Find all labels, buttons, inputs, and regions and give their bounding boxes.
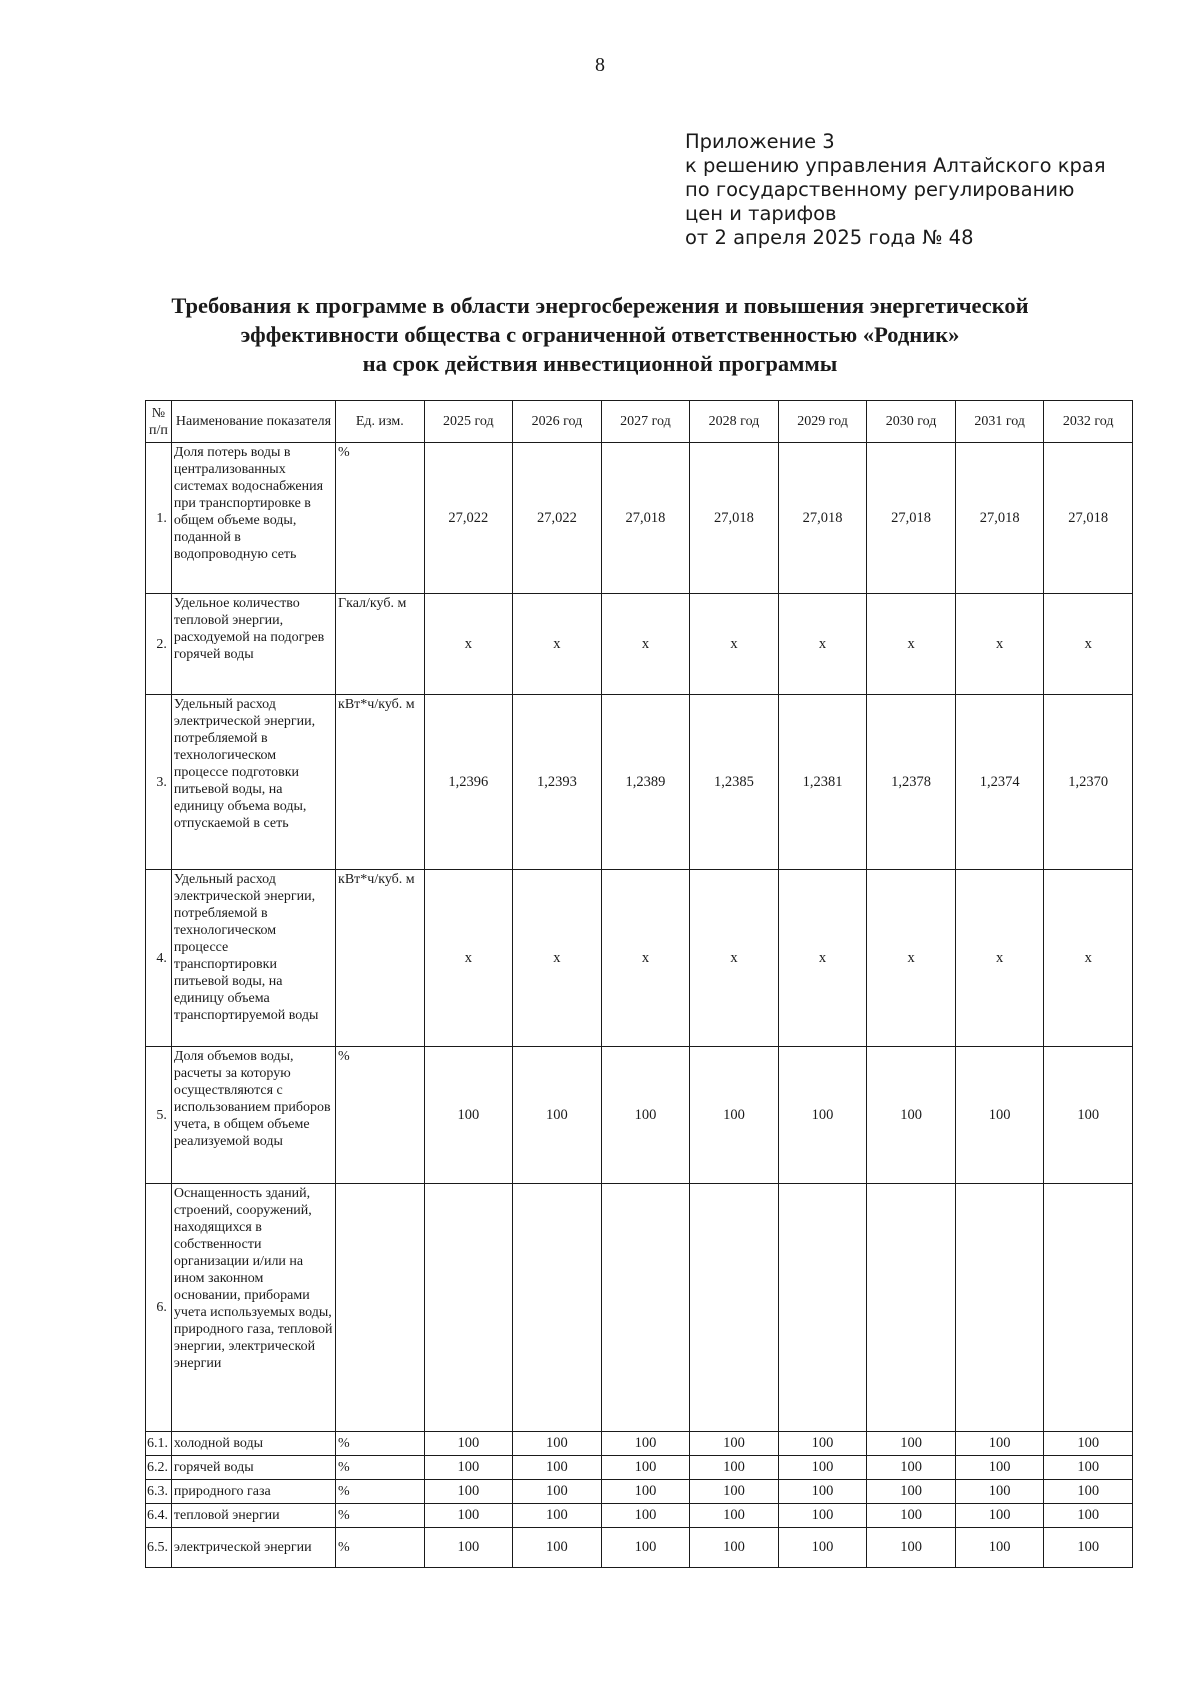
row-value: 100 <box>955 1504 1044 1528</box>
row-value: x <box>1044 594 1133 695</box>
row-value: 100 <box>867 1504 956 1528</box>
table-row <box>146 1528 1133 1568</box>
row-value: x <box>778 594 867 695</box>
row-value: x <box>778 870 867 1047</box>
row-unit: % <box>336 1528 425 1568</box>
row-name: электрической энергии <box>171 1528 335 1568</box>
row-value: 100 <box>955 1480 1044 1504</box>
row-value: 27,018 <box>601 443 690 594</box>
row-num: 6. <box>146 1184 172 1432</box>
row-name: Доля объемов воды, расчеты за которую осуществляются с использованием приборов учета, в общем объеме реализуемой воды <box>171 1047 335 1184</box>
title-line: Требования к программе в области энергосбережения и повышения энергетической <box>171 293 1029 318</box>
row-name: горячей воды <box>171 1456 335 1480</box>
row-num: 6.1. <box>146 1432 172 1456</box>
row-unit: Гкал/куб. м <box>336 594 425 695</box>
row-value: 100 <box>424 1456 513 1480</box>
header-unit: Ед. изм. <box>336 401 425 443</box>
row-value: 100 <box>690 1528 779 1568</box>
row-value: 27,018 <box>778 443 867 594</box>
row-value <box>778 1184 867 1432</box>
row-value: 100 <box>690 1432 779 1456</box>
row-name: Удельное количество тепловой энергии, расходуемой на подогрев горячей воды <box>171 594 335 695</box>
row-value: 100 <box>424 1528 513 1568</box>
header-year: 2026 год <box>513 401 602 443</box>
row-value: x <box>601 594 690 695</box>
row-value: 100 <box>778 1047 867 1184</box>
row-value: 100 <box>955 1047 1044 1184</box>
row-unit: кВт*ч/куб. м <box>336 695 425 870</box>
table-row <box>146 1456 1133 1480</box>
row-value: 27,022 <box>424 443 513 594</box>
row-value: 1,2385 <box>690 695 779 870</box>
row-value: x <box>513 870 602 1047</box>
row-value: 100 <box>1044 1432 1133 1456</box>
row-value: 1,2393 <box>513 695 602 870</box>
row-value <box>424 1184 513 1432</box>
row-value: 100 <box>601 1528 690 1568</box>
row-value: 1,2396 <box>424 695 513 870</box>
header-num: № п/п <box>146 401 172 443</box>
table-row <box>146 1480 1133 1504</box>
row-value: 100 <box>1044 1480 1133 1504</box>
header-year: 2028 год <box>690 401 779 443</box>
row-value: x <box>867 870 956 1047</box>
row-value: 100 <box>867 1047 956 1184</box>
row-value: 1,2374 <box>955 695 1044 870</box>
row-num: 3. <box>146 695 172 870</box>
row-value: x <box>601 870 690 1047</box>
row-name: холодной воды <box>171 1432 335 1456</box>
table-header-row <box>146 401 1133 443</box>
row-value: x <box>1044 870 1133 1047</box>
row-value: 100 <box>424 1480 513 1504</box>
row-value: 100 <box>424 1432 513 1456</box>
header-year: 2029 год <box>778 401 867 443</box>
row-value <box>955 1184 1044 1432</box>
row-unit: % <box>336 443 425 594</box>
header-year: 2032 год <box>1044 401 1133 443</box>
row-value: 100 <box>513 1504 602 1528</box>
row-value: 100 <box>955 1432 1044 1456</box>
row-value: 100 <box>690 1047 779 1184</box>
row-value: 100 <box>690 1504 779 1528</box>
row-value: x <box>690 870 779 1047</box>
row-num: 2. <box>146 594 172 695</box>
row-value: 100 <box>955 1528 1044 1568</box>
row-value: 100 <box>601 1456 690 1480</box>
row-value: 100 <box>778 1432 867 1456</box>
row-name: Удельный расход электрической энергии, потребляемой в технологическом процессе подготовки питьевой воды, на единицу объема воды, отпускаемой в сеть <box>171 695 335 870</box>
row-value: 100 <box>955 1456 1044 1480</box>
table-row <box>146 594 1133 695</box>
row-unit: кВт*ч/куб. м <box>336 870 425 1047</box>
table-row <box>146 1047 1133 1184</box>
row-name: тепловой энергии <box>171 1504 335 1528</box>
row-unit: % <box>336 1504 425 1528</box>
row-value: 100 <box>690 1480 779 1504</box>
table-row <box>146 695 1133 870</box>
table-row <box>146 1432 1133 1456</box>
title-line: эффективности общества с ограниченной ответственностью «Родник» <box>240 322 960 347</box>
row-num: 6.2. <box>146 1456 172 1480</box>
row-num: 6.3. <box>146 1480 172 1504</box>
table-row <box>146 443 1133 594</box>
row-unit: % <box>336 1456 425 1480</box>
row-num: 6.4. <box>146 1504 172 1528</box>
row-value: 1,2378 <box>867 695 956 870</box>
row-value: 100 <box>424 1047 513 1184</box>
row-value: 100 <box>778 1528 867 1568</box>
row-value <box>867 1184 956 1432</box>
title-line: на срок действия инвестиционной программы <box>362 351 838 376</box>
row-value: 100 <box>513 1528 602 1568</box>
row-value: 100 <box>601 1504 690 1528</box>
row-name: природного газа <box>171 1480 335 1504</box>
row-value: 27,018 <box>1044 443 1133 594</box>
row-name: Удельный расход электрической энергии, потребляемой в технологическом процессе транспортировки питьевой воды, на единицу объема транспортируемой воды <box>171 870 335 1047</box>
document-title <box>60 291 1140 378</box>
table-row <box>146 1184 1133 1432</box>
row-value: 100 <box>867 1528 956 1568</box>
appendix-reference <box>685 130 1106 250</box>
appendix-line: Приложение 3 <box>685 130 835 153</box>
row-value: 100 <box>601 1047 690 1184</box>
row-value: 100 <box>1044 1456 1133 1480</box>
row-value: 100 <box>867 1480 956 1504</box>
row-value: 100 <box>778 1504 867 1528</box>
row-value: 100 <box>867 1432 956 1456</box>
row-value: 27,018 <box>867 443 956 594</box>
row-value: x <box>867 594 956 695</box>
row-num: 4. <box>146 870 172 1047</box>
row-value: x <box>690 594 779 695</box>
appendix-line: от 2 апреля 2025 года № 48 <box>685 226 974 249</box>
header-year: 2030 год <box>867 401 956 443</box>
row-value: x <box>424 594 513 695</box>
row-value: 100 <box>778 1456 867 1480</box>
row-unit: % <box>336 1047 425 1184</box>
page-number: 8 <box>595 54 605 76</box>
row-value <box>601 1184 690 1432</box>
row-value: 100 <box>778 1480 867 1504</box>
row-value: 100 <box>513 1480 602 1504</box>
row-value <box>513 1184 602 1432</box>
header-name: Наименование показателя <box>171 401 335 443</box>
row-value: 100 <box>601 1480 690 1504</box>
row-value: x <box>424 870 513 1047</box>
row-value: 100 <box>513 1456 602 1480</box>
requirements-table <box>145 400 1133 1568</box>
row-name: Оснащенность зданий, строений, сооружений, находящихся в собственности организации и/или на ином законном основании, приборами учета используемых воды, природного газа, тепловой энергии, электрической энергии <box>171 1184 335 1432</box>
row-unit: % <box>336 1432 425 1456</box>
row-value: x <box>513 594 602 695</box>
table-row <box>146 870 1133 1047</box>
row-value: 100 <box>1044 1528 1133 1568</box>
row-value: 1,2370 <box>1044 695 1133 870</box>
appendix-line: к решению управления Алтайского края <box>685 154 1106 177</box>
row-value: 100 <box>513 1047 602 1184</box>
row-name: Доля потерь воды в централизованных системах водоснабжения при транспортировке в общем объеме воды, поданной в водопроводную сеть <box>171 443 335 594</box>
header-year: 2031 год <box>955 401 1044 443</box>
row-value: 27,018 <box>690 443 779 594</box>
row-value: 100 <box>1044 1504 1133 1528</box>
row-value <box>690 1184 779 1432</box>
row-value: 100 <box>1044 1047 1133 1184</box>
table-row <box>146 1504 1133 1528</box>
header-year: 2025 год <box>424 401 513 443</box>
header-year: 2027 год <box>601 401 690 443</box>
row-num: 6.5. <box>146 1528 172 1568</box>
row-value: 1,2381 <box>778 695 867 870</box>
row-value <box>1044 1184 1133 1432</box>
appendix-line: цен и тарифов <box>685 202 837 225</box>
row-value: 27,018 <box>955 443 1044 594</box>
row-num: 1. <box>146 443 172 594</box>
appendix-line: по государственному регулированию <box>685 178 1075 201</box>
row-value: 1,2389 <box>601 695 690 870</box>
row-value: 100 <box>601 1432 690 1456</box>
row-value: x <box>955 870 1044 1047</box>
row-value: 100 <box>513 1432 602 1456</box>
row-num: 5. <box>146 1047 172 1184</box>
row-unit: % <box>336 1480 425 1504</box>
row-value: 100 <box>867 1456 956 1480</box>
row-value: 100 <box>690 1456 779 1480</box>
row-unit <box>336 1184 425 1432</box>
row-value: x <box>955 594 1044 695</box>
row-value: 27,022 <box>513 443 602 594</box>
row-value: 100 <box>424 1504 513 1528</box>
